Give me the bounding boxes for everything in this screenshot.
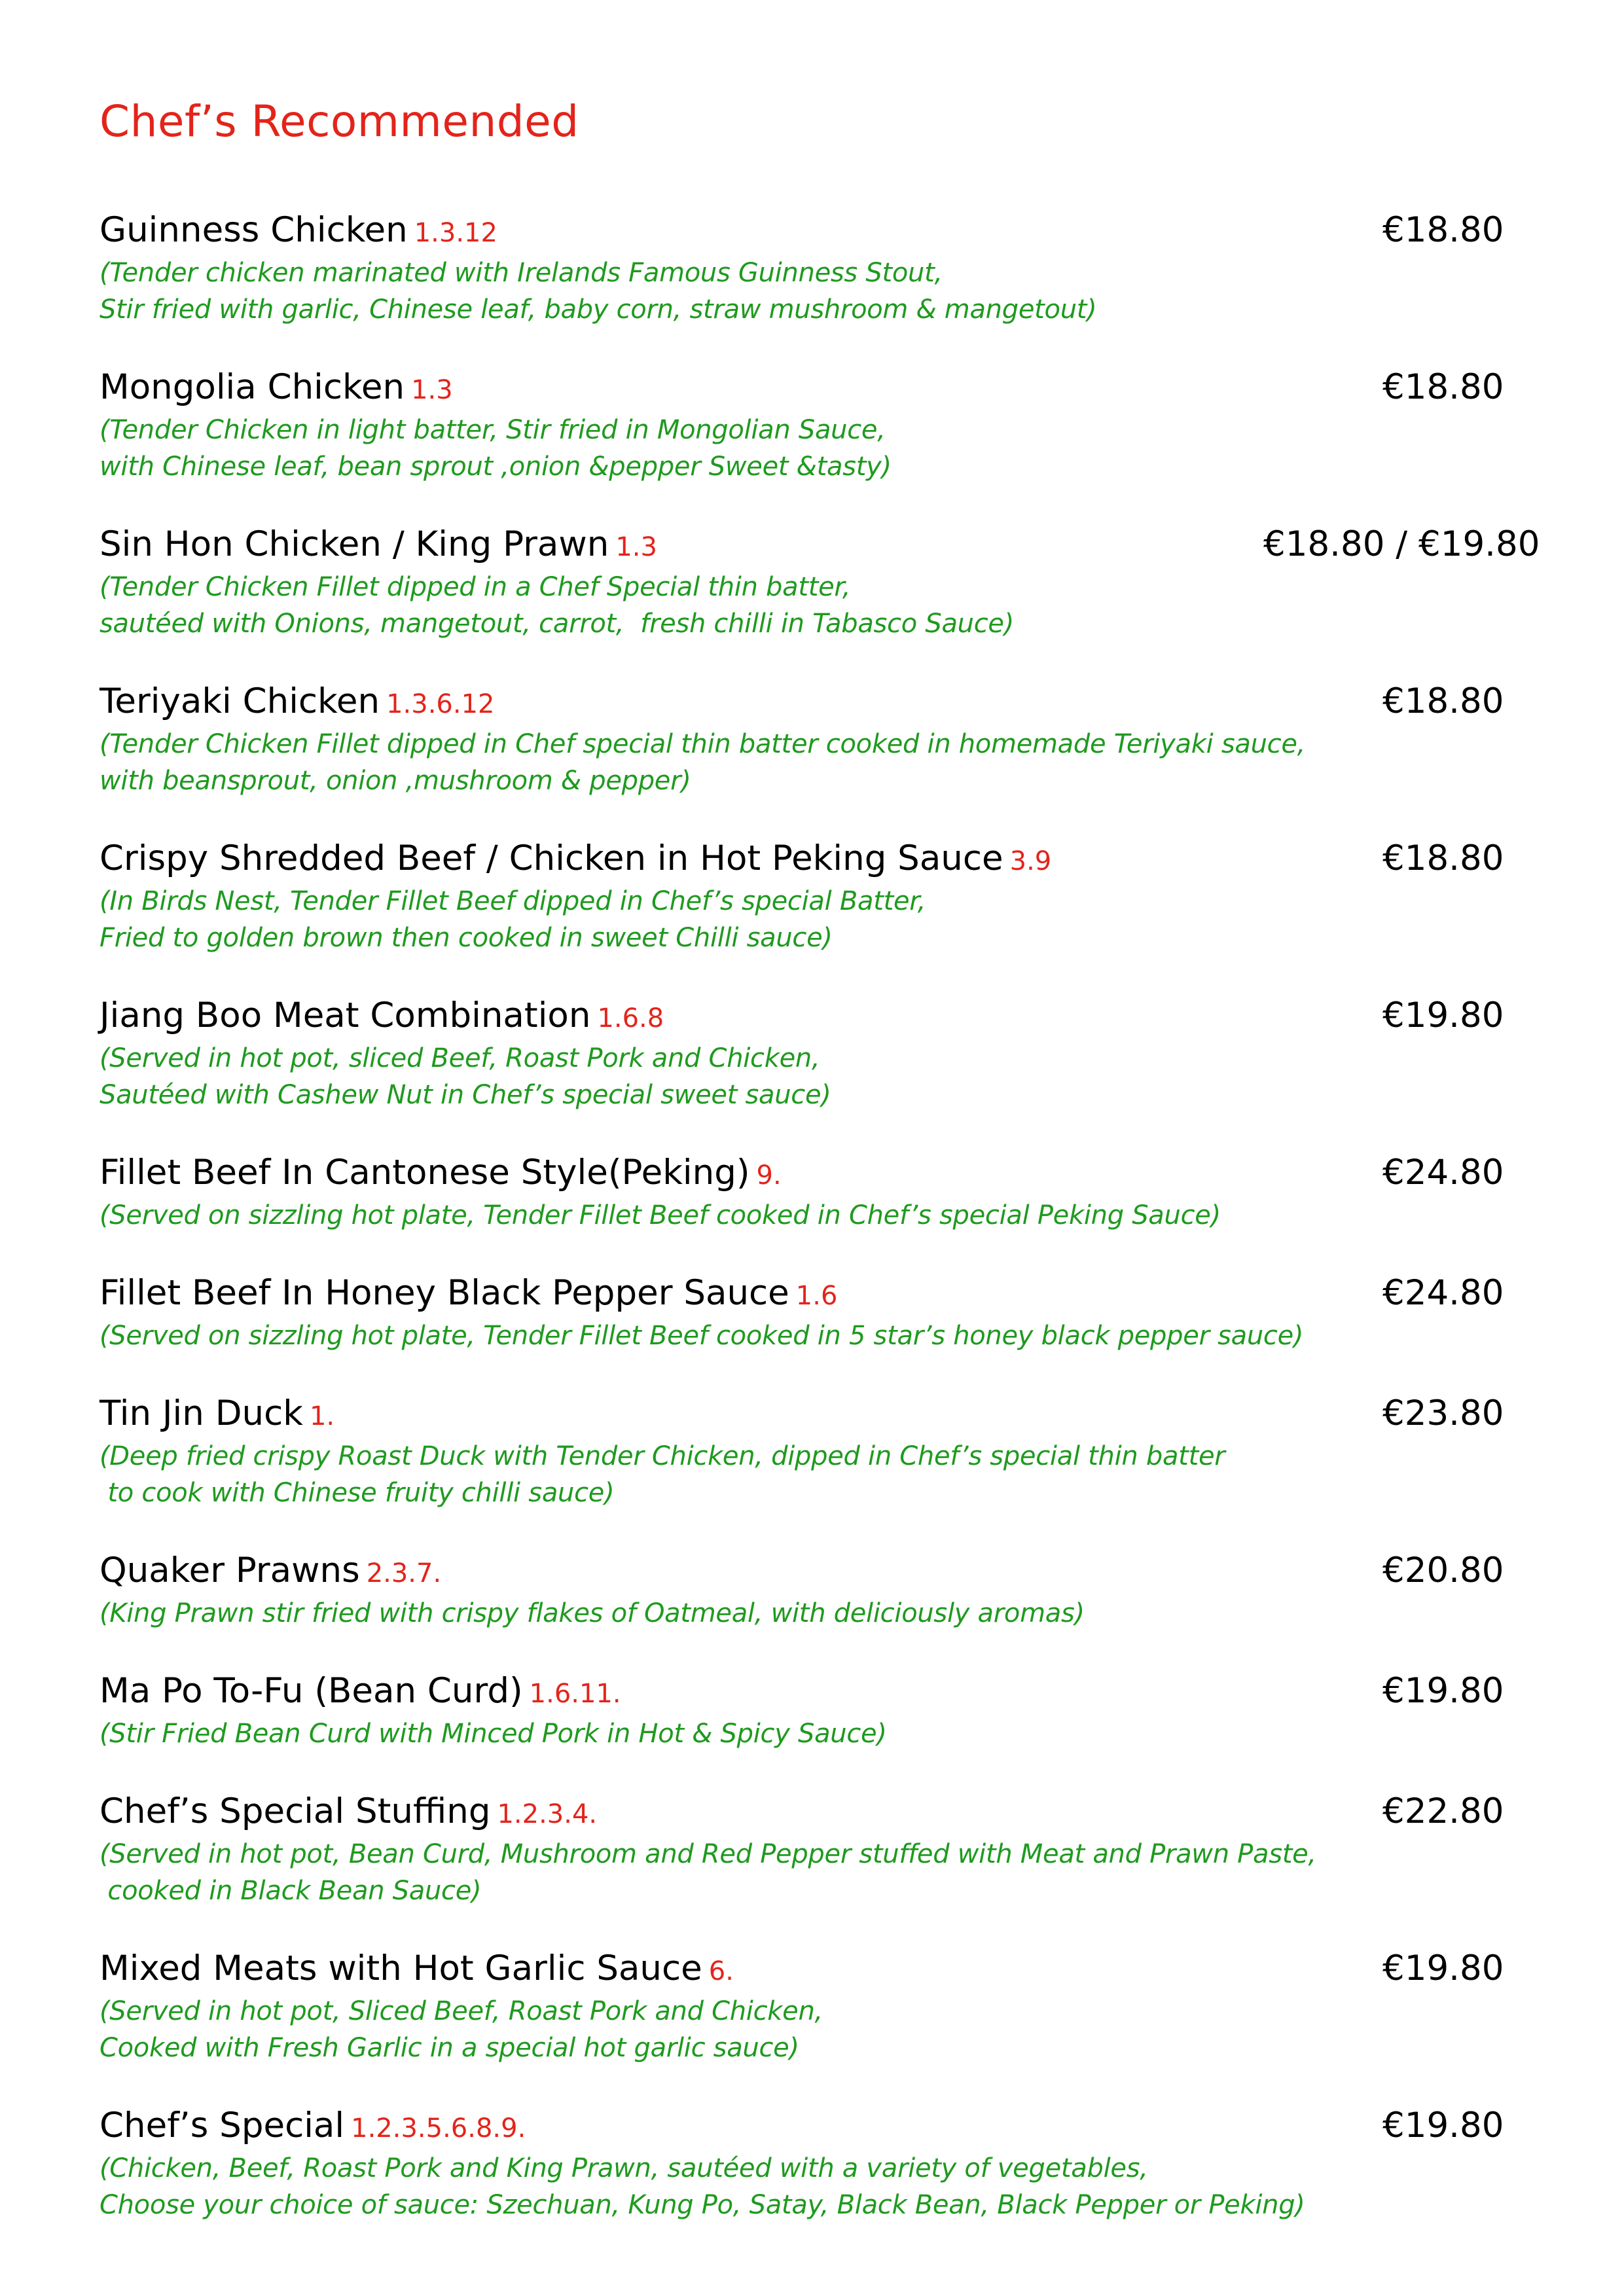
menu-item xyxy=(99,838,1540,956)
dish-price: €18.80 / €19.80 xyxy=(1263,524,1540,564)
allergen-codes: 1.3 xyxy=(411,374,453,405)
dish-description-line: (In Birds Nest, Tender Fillet Beef dipped in Chef’s special Batter, xyxy=(99,886,926,916)
allergen-codes: 1.6 xyxy=(795,1280,838,1311)
menu-item xyxy=(99,996,1540,1113)
dish-description xyxy=(99,1040,1540,1113)
dish-name: Mongolia Chicken xyxy=(99,367,405,407)
dish-price: €18.80 xyxy=(1382,209,1504,250)
dish-name: Guinness Chicken xyxy=(99,209,408,250)
dish-name-group xyxy=(99,838,1051,878)
dish-name: Mixed Meats with Hot Garlic Sauce xyxy=(99,1948,702,1988)
menu-item-title-row xyxy=(99,1671,1540,1715)
dish-name-group xyxy=(99,210,497,250)
menu-item-title-row xyxy=(99,1153,1540,1197)
menu-item xyxy=(99,1791,1540,1909)
dish-price: €20.80 xyxy=(1382,1550,1504,1590)
dish-name-group xyxy=(99,1791,597,1831)
dish-name: Chef’s Special xyxy=(99,2105,345,2145)
allergen-codes: 6. xyxy=(708,1956,734,1986)
dish-name: Sin Hon Chicken / King Prawn xyxy=(99,524,609,564)
menu-item-title-row xyxy=(99,1393,1540,1438)
dish-description xyxy=(99,412,1540,485)
dish-description xyxy=(99,1993,1540,2066)
dish-name-group xyxy=(99,367,453,407)
dish-name-group xyxy=(99,1153,782,1193)
dish-price: €18.80 xyxy=(1382,838,1504,878)
allergen-codes: 1.3.6.12 xyxy=(386,689,495,719)
dish-price: €19.80 xyxy=(1382,995,1504,1035)
dish-description-line: Cooked with Fresh Garlic in a special hot garlic sauce) xyxy=(99,2032,799,2063)
dish-description xyxy=(99,1836,1540,1909)
dish-description-line: Fried to golden brown then cooked in sweet Chilli sauce) xyxy=(99,922,833,953)
menu-item xyxy=(99,1393,1540,1511)
dish-name-group xyxy=(99,524,657,564)
menu-item xyxy=(99,1273,1540,1354)
dish-name: Quaker Prawns xyxy=(99,1550,360,1590)
menu-item xyxy=(99,1671,1540,1752)
dish-name-group xyxy=(99,1948,734,1988)
dish-name-group xyxy=(99,1273,837,1313)
menu-page xyxy=(99,98,1540,2263)
allergen-codes: 1.6.8 xyxy=(597,1003,664,1033)
dish-price: €24.80 xyxy=(1382,1152,1504,1193)
allergen-codes: 9. xyxy=(756,1160,782,1191)
dish-name: Fillet Beef In Cantonese Style(Peking) xyxy=(99,1152,750,1193)
dish-description xyxy=(99,1715,1540,1752)
dish-name-group xyxy=(99,1393,334,1433)
dish-description xyxy=(99,255,1540,328)
dish-description-line: (Stir Fried Bean Curd with Minced Pork in Hot & Spicy Sauce) xyxy=(99,1718,887,1749)
menu-item xyxy=(99,367,1540,485)
dish-description xyxy=(99,1197,1540,1234)
dish-name-group xyxy=(99,681,494,721)
dish-description xyxy=(99,569,1540,642)
dish-name: Chef’s Special Stuffing xyxy=(99,1791,491,1831)
allergen-codes: 1.2.3.4. xyxy=(497,1799,598,1829)
dish-description xyxy=(99,2150,1540,2223)
dish-description-line: (King Prawn stir fried with crispy flakes of Oatmeal, with deliciously aromas) xyxy=(99,1598,1085,1628)
dish-name: Tin Jin Duck xyxy=(99,1393,303,1433)
menu-item-title-row xyxy=(99,838,1540,883)
menu-item-title-row xyxy=(99,1273,1540,1318)
dish-description-line: (Tender Chicken Fillet dipped in Chef special thin batter cooked in homemade Teriyaki sauce, xyxy=(99,728,1306,759)
dish-description-line: (Tender Chicken in light batter, Stir fried in Mongolian Sauce, xyxy=(99,414,886,445)
dish-name-group xyxy=(99,1671,621,1711)
dish-description-line: Choose your choice of sauce: Szechuan, Kung Po, Satay, Black Bean, Black Pepper or Peking) xyxy=(99,2189,1305,2220)
dish-description-line: (Served in hot pot, Bean Curd, Mushroom and Red Pepper stuffed with Meat and Prawn Paste, xyxy=(99,1839,1316,1869)
allergen-codes: 1. xyxy=(309,1401,335,1431)
menu-item xyxy=(99,210,1540,328)
menu-item-title-row xyxy=(99,996,1540,1040)
menu-item xyxy=(99,1153,1540,1234)
menu-item xyxy=(99,681,1540,799)
allergen-codes: 2.3.7. xyxy=(366,1558,442,1588)
dish-description-line: Stir fried with garlic, Chinese leaf, baby corn, straw mushroom & mangetout) xyxy=(99,294,1097,325)
menu-item-title-row xyxy=(99,1791,1540,1836)
menu-item xyxy=(99,524,1540,642)
allergen-codes: 1.6.11. xyxy=(529,1678,621,1709)
dish-name: Jiang Boo Meat Combination xyxy=(99,995,591,1035)
dish-name-group xyxy=(99,2106,526,2145)
dish-description-line: to cook with Chinese fruity chilli sauce) xyxy=(99,1477,615,1508)
dish-description-line: (Served on sizzling hot plate, Tender Fillet Beef cooked in 5 star’s honey black pepper sauce) xyxy=(99,1320,1304,1351)
dish-description-line: Sautéed with Cashew Nut in Chef’s special sweet sauce) xyxy=(99,1079,831,1110)
dish-description xyxy=(99,1595,1540,1632)
dish-description xyxy=(99,1318,1540,1354)
dish-description-line: (Served in hot pot, sliced Beef, Roast Pork and Chicken, xyxy=(99,1043,820,1073)
dish-description-line: (Served in hot pot, Sliced Beef, Roast Pork and Chicken, xyxy=(99,1996,823,2026)
menu-item-title-row xyxy=(99,681,1540,726)
dish-price: €18.80 xyxy=(1382,681,1504,721)
dish-description-line: sautéed with Onions, mangetout, carrot, fresh chilli in Tabasco Sauce) xyxy=(99,608,1015,639)
dish-name: Fillet Beef In Honey Black Pepper Sauce xyxy=(99,1272,789,1313)
allergen-codes: 1.3 xyxy=(615,531,657,562)
dish-price: €23.80 xyxy=(1382,1393,1504,1433)
dish-name: Crispy Shredded Beef / Chicken in Hot Peking Sauce xyxy=(99,838,1003,878)
dish-price: €18.80 xyxy=(1382,367,1504,407)
menu-item xyxy=(99,1948,1540,2066)
dish-description-line: (Deep fried crispy Roast Duck with Tender Chicken, dipped in Chef’s special thin batter xyxy=(99,1441,1225,1471)
dish-name-group xyxy=(99,1551,441,1590)
dish-description-line: (Tender chicken marinated with Irelands Famous Guinness Stout, xyxy=(99,257,943,288)
dish-name-group xyxy=(99,996,664,1035)
menu-item-title-row xyxy=(99,367,1540,412)
dish-price: €22.80 xyxy=(1382,1791,1504,1831)
dish-description xyxy=(99,1438,1540,1511)
dish-description-line: with Chinese leaf, bean sprout ,onion &pepper Sweet &tasty) xyxy=(99,451,892,482)
dish-description-line: with beansprout, onion ,mushroom & pepper) xyxy=(99,765,691,796)
menu-item-title-row xyxy=(99,1948,1540,1993)
dish-description-line: (Chicken, Beef, Roast Pork and King Prawn, sautéed with a variety of vegetables, xyxy=(99,2153,1148,2183)
menu-list xyxy=(99,210,1540,2223)
dish-description-line: (Tender Chicken Fillet dipped in a Chef Special thin batter, xyxy=(99,571,851,602)
menu-item-title-row xyxy=(99,210,1540,255)
menu-item xyxy=(99,1551,1540,1632)
allergen-codes: 1.3.12 xyxy=(414,217,497,248)
dish-description-line: (Served on sizzling hot plate, Tender Fillet Beef cooked in Chef’s special Peking Sauce) xyxy=(99,1200,1221,1230)
dish-description xyxy=(99,883,1540,956)
dish-price: €19.80 xyxy=(1382,1948,1504,1988)
dish-price: €19.80 xyxy=(1382,2105,1504,2145)
menu-item-title-row xyxy=(99,1551,1540,1595)
allergen-codes: 3.9 xyxy=(1009,846,1052,876)
dish-name: Ma Po To-Fu (Bean Curd) xyxy=(99,1670,523,1711)
menu-item-title-row xyxy=(99,2106,1540,2150)
allergen-codes: 1.2.3.5.6.8.9. xyxy=(351,2113,526,2144)
dish-price: €24.80 xyxy=(1382,1272,1504,1313)
dish-name: Teriyaki Chicken xyxy=(99,681,380,721)
dish-description xyxy=(99,726,1540,799)
menu-item xyxy=(99,2106,1540,2223)
section-heading: Chef’s Recommended xyxy=(99,96,579,147)
dish-description-line: cooked in Black Bean Sauce) xyxy=(99,1875,482,1906)
dish-price: €19.80 xyxy=(1382,1670,1504,1711)
